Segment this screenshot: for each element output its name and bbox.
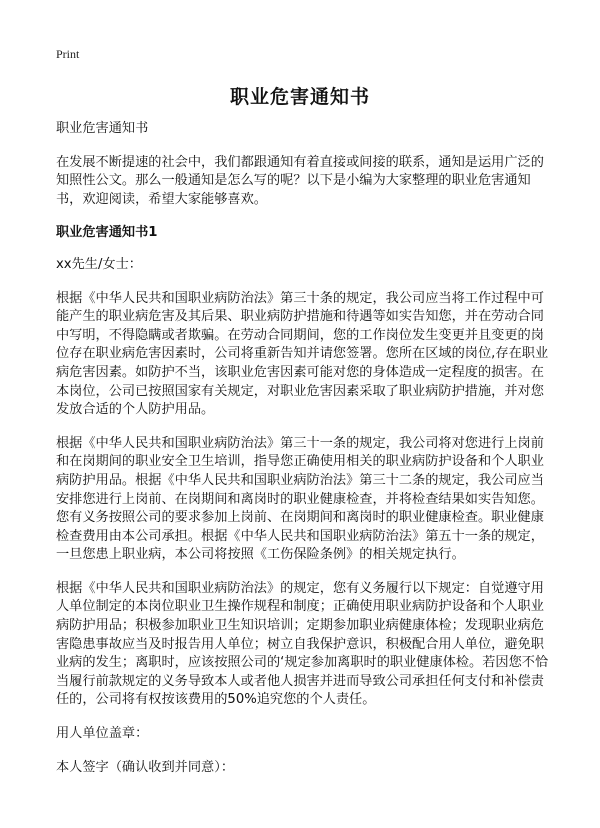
intro-paragraph: 在发展不断提速的社会中，我们都跟通知有着直接或间接的联系，通知是运用广泛的知照性公文。那么一般通知是怎么写的呢？以下是小编为大家整理的职业危害通知书，欢迎阅读，希望大家能够喜欢。 (56, 154, 544, 207)
paragraph-2: 根据《中华人民共和国职业病防治法》第三十一条的规定，我公司将对您进行上岗前和在岗期间的职业安全卫生培训，指导您正确使用相关的职业病防护设备和个人职业病防护用品。根据《中华人民共和国职业病防治法》第三十二条的规定，我公司应当安排您进行上岗前、在岗期间和离岗时的职业健康检查，并将检查结果如实告知您。您有义务按照公司的要求参加上岗前、在岗期间和离岗时的职业健康检查。职业健康检查费用由本公司承担。根据《中华人民共和国职业病防治法》第五十一条的规定，一旦您患上职业病，本公司将按照《工伤保险条例》的相关规定执行。 (56, 435, 544, 563)
section-heading: 职业危害通知书1 (56, 225, 158, 241)
print-link[interactable]: Print (56, 47, 80, 61)
employer-seal-line: 用人单位盖章： (56, 726, 149, 742)
salutation: xx先生/女士： (56, 256, 142, 272)
document-body (56, 120, 556, 792)
paragraph-1: 根据《中华人民共和国职业病防治法》第三十条的规定，我公司应当将工作过程中可能产生的职业病危害及其后果、职业病防护措施和待遇等如实告知您，并在劳动合同中写明，不得隐瞒或者欺骗。在劳动合同期间，您的工作岗位发生变更并且变更的岗位存在职业病危害因素时，公司将重新告知并请您签署。您所在区域的岗位,存在职业病危害因素。如防护不当，该职业危害因素可能对您的身体造成一定程度的损害。在本岗位，公司已按照国家有关规定，对职业危害因素采取了职业病防护措施，并对您发放合适的个人防护用品。 (56, 290, 549, 418)
paragraph-3: 根据《中华人民共和国职业病防治法》的规定，您有义务履行以下规定：自觉遵守用人单位制定的本岗位职业卫生操作规程和制度；正确使用职业病防护设备和个人职业病防护用品；积极参加职业卫生知识培训；定期参加职业病健康体检；发现职业病危害隐患事故应当及时报告用人单位；树立自我保护意识，积极配合用人单位，避免职业病的发生；离职时，应该按照公司的‘规定参加离职时的职业健康体检。若因您不恰当履行前款规定的义务导致本人或者他人损害并进而导致公司承担任何支付和补偿责任的，公司将有权按该费用的50%追究您的个人责任。 (56, 580, 549, 708)
signature-line: 本人签字（确认收到并同意）： (56, 759, 235, 775)
document-title: 职业危害通知书 (229, 86, 370, 108)
document-subtitle: 职业危害通知书 (56, 121, 149, 136)
